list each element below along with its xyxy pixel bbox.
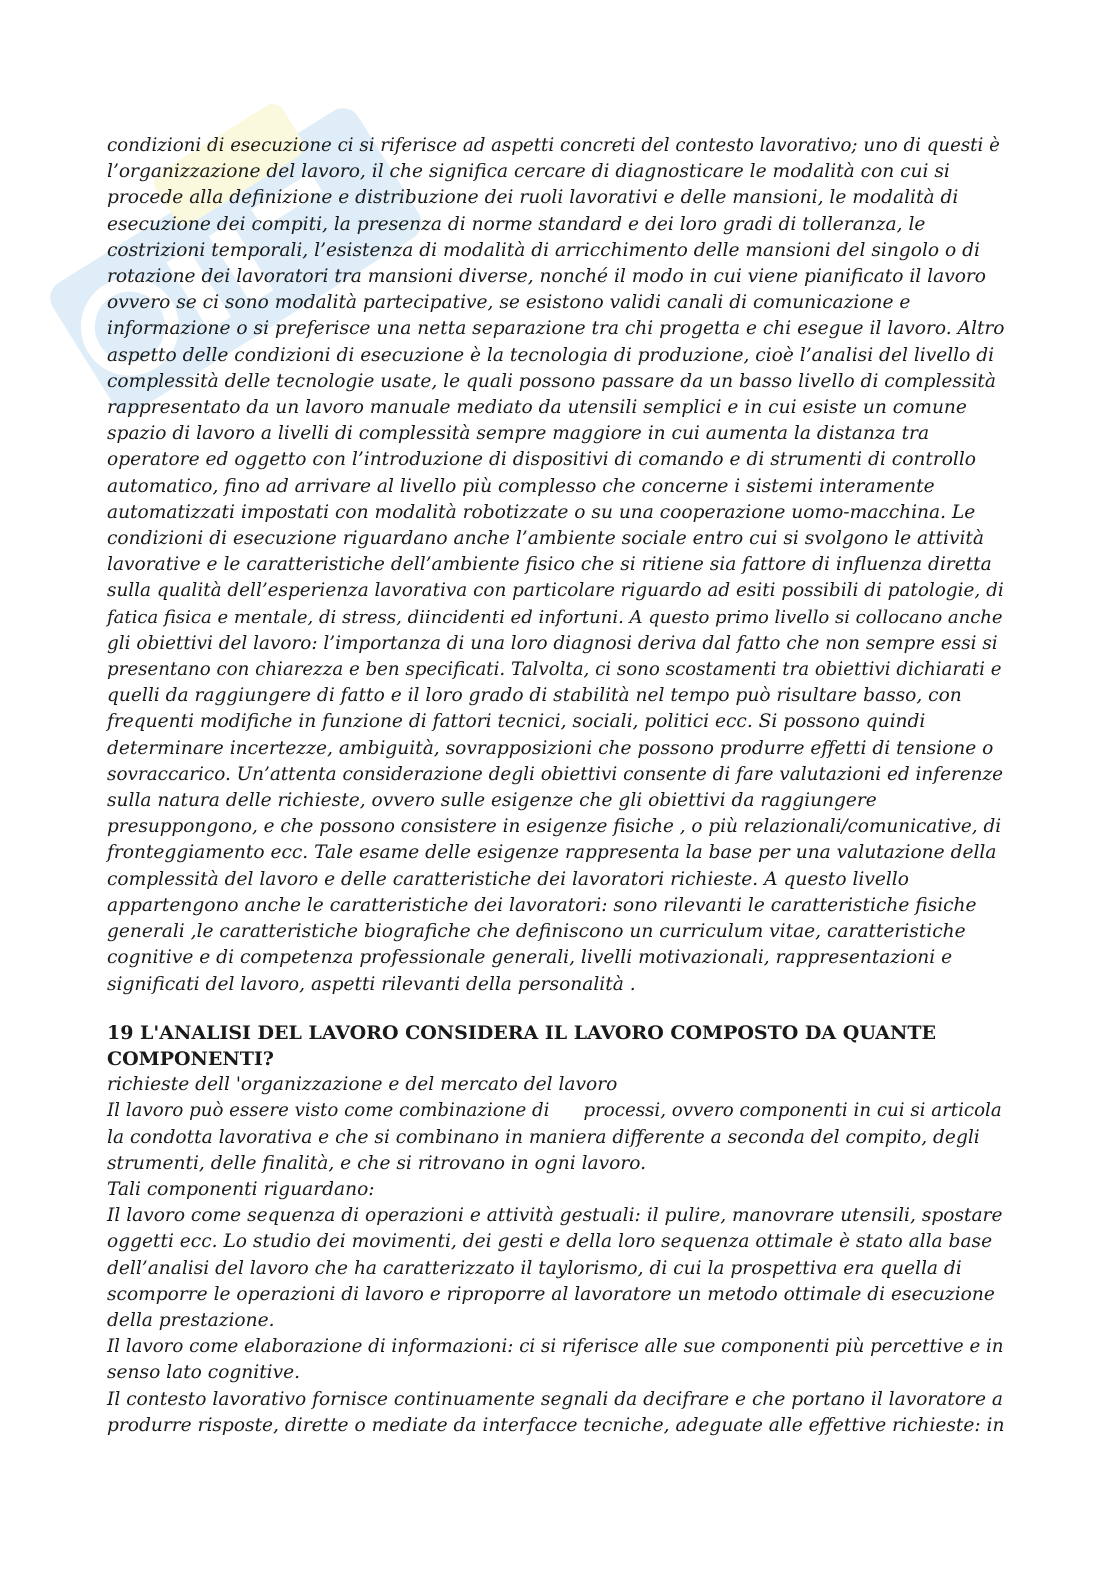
text-line: condizioni di esecuzione riguardano anche l’ambiente sociale entro cui si svolgono le attività bbox=[107, 528, 984, 550]
intro-part-1: Il lavoro può essere visto come combinazione di bbox=[107, 1100, 550, 1122]
text-line: sovraccarico. Un’attenta considerazione degli obiettivi consente di fare valutazioni ed inferenze bbox=[107, 763, 1004, 785]
heading-line: 19 L'ANALISI DEL LAVORO CONSIDERA IL LAVORO COMPOSTO DA QUANTE bbox=[107, 1021, 937, 1044]
paragraph-conditions bbox=[107, 133, 1007, 998]
text-line: complessità delle tecnologie usate, le quali possono passare da un basso livello di complessità bbox=[107, 370, 996, 392]
text-line: complessità del lavoro e delle caratteristiche dei lavoratori richieste. A questo livello bbox=[107, 868, 909, 890]
text-line: senso lato cognitive. bbox=[107, 1362, 301, 1384]
document-page bbox=[107, 133, 1007, 1439]
text-line: sulla qualità dell’esperienza lavorativa con particolare riguardo ad esiti possibili di patologie, di bbox=[107, 580, 1004, 602]
text-line: appartengono anche le caratteristiche dei lavoratori: sono rilevanti le caratteristiche fisiche bbox=[107, 894, 977, 916]
paragraph-components bbox=[107, 1072, 1007, 1439]
text-line: fatica fisica e mentale, di stress, diincidenti ed infortuni. A questo primo livello si collocano anche bbox=[107, 606, 1003, 628]
heading-line: COMPONENTI? bbox=[107, 1047, 274, 1070]
text-line: presentano con chiarezza e ben specificati. Talvolta, ci sono scostamenti tra obiettivi dichiarati e bbox=[107, 659, 1002, 681]
text-line: strumenti, delle finalità, e che si ritrovano in ogni lavoro. bbox=[107, 1152, 647, 1174]
text-line: presuppongono, e che possono consistere in esigenze fisiche , o più relazionali/comunicative, di bbox=[107, 816, 1002, 838]
text-line: significati del lavoro, aspetti rilevanti della personalità . bbox=[107, 973, 636, 995]
text-line: procede alla definizione e distribuzione dei ruoli lavorativi e delle mansioni, le modalità di bbox=[107, 187, 959, 209]
text-line: determinare incertezze, ambiguità, sovrapposizioni che possono produrre effetti di tensione o bbox=[107, 737, 994, 759]
text-line: gli obiettivi del lavoro: l’importanza di una loro diagnosi deriva dal fatto che non sempre essi si bbox=[107, 632, 998, 654]
text-line: informazione o si preferisce una netta separazione tra chi progetta e chi esegue il lavoro. Altro bbox=[107, 318, 1005, 340]
text-line: Il lavoro come elaborazione di informazioni: ci si riferisce alle sue componenti più percettive e in bbox=[107, 1336, 1004, 1358]
text-line: Tali componenti riguardano: bbox=[107, 1178, 375, 1200]
text-line: spazio di lavoro a livelli di complessità sempre maggiore in cui aumenta la distanza tra bbox=[107, 423, 930, 445]
intro-part-2: processi, ovvero componenti in cui si articola bbox=[583, 1100, 1002, 1122]
text-line: fronteggiamento ecc. Tale esame delle esigenze rappresenta la base per una valutazione della bbox=[107, 842, 997, 864]
text-line: esecuzione dei compiti, la presenza di norme standard e dei loro gradi di tolleranza, le bbox=[107, 213, 926, 235]
text-line: lavorative e le caratteristiche dell’ambiente fisico che si ritiene sia fattore di influenza diretta bbox=[107, 554, 992, 576]
text-line: ovvero se ci sono modalità partecipative, se esistono validi canali di comunicazione e bbox=[107, 292, 911, 314]
text-line: rappresentato da un lavoro manuale mediato da utensili semplici e in cui esiste un comune bbox=[107, 397, 967, 419]
text-line: l’organizzazione del lavoro, il che significa cercare di diagnosticare le modalità con cui si bbox=[107, 161, 950, 183]
text-line: quelli da raggiungere di fatto e il loro grado di stabilità nel tempo può risultare basso, con bbox=[107, 685, 962, 707]
text-line: Il lavoro come sequenza di operazioni e attività gestuali: il pulire, manovrare utensili, spostare bbox=[107, 1205, 1003, 1227]
text-line: cognitive e di competenza professionale generali, livelli motivazionali, rappresentazioni e bbox=[107, 947, 953, 969]
text-line: generali ,le caratteristiche biografiche che definiscono un curriculum vitae, caratteristiche bbox=[107, 921, 966, 943]
text-line: Il contesto lavorativo fornisce continuamente segnali da decifrare e che portano il lavoratore a bbox=[107, 1388, 1003, 1410]
text-line: frequenti modifiche in funzione di fattori tecnici, sociali, politici ecc. Si possono quindi bbox=[107, 711, 926, 733]
text-line: sulla natura delle richieste, ovvero sulle esigenze che gli obiettivi da raggiungere bbox=[107, 790, 877, 812]
subtitle-line: richieste dell 'organizzazione e del mercato del lavoro bbox=[107, 1074, 618, 1096]
section-heading bbox=[107, 1020, 1007, 1072]
text-line: automatico, fino ad arrivare al livello più complesso che concerne i sistemi interamente bbox=[107, 475, 935, 497]
text-line: automatizzati impostati con modalità robotizzate o su una cooperazione uomo-macchina. Le bbox=[107, 501, 976, 523]
text-line: operatore ed oggetto con l’introduzione di dispositivi di comando e di strumenti di controllo bbox=[107, 449, 977, 471]
text-line: dell’analisi del lavoro che ha caratterizzato il taylorismo, di cui la prospettiva era quella di bbox=[107, 1257, 962, 1279]
text-line: della prestazione. bbox=[107, 1309, 275, 1331]
text-line: oggetti ecc. Lo studio dei movimenti, dei gesti e della loro sequenza ottimale è stato alla base bbox=[107, 1231, 993, 1253]
text-line: aspetto delle condizioni di esecuzione è la tecnologia di produzione, cioè l’analisi del livello di bbox=[107, 344, 995, 366]
text-line: condizioni di esecuzione ci si riferisce ad aspetti concreti del contesto lavorativo; uno di questi è bbox=[107, 135, 1000, 156]
text-line: produrre risposte, dirette o mediate da interfacce tecniche, adeguate alle effettive richieste: in bbox=[107, 1414, 1005, 1436]
text-line: scomporre le operazioni di lavoro e riproporre al lavoratore un metodo ottimale di esecuzione bbox=[107, 1283, 995, 1305]
text-line: costrizioni temporali, l’esistenza di modalità di arricchimento delle mansioni del singolo o di bbox=[107, 239, 980, 261]
text-line: la condotta lavorativa e che si combinano in maniera differente a seconda del compito, degli bbox=[107, 1126, 980, 1148]
text-line: rotazione dei lavoratori tra mansioni diverse, nonché il modo in cui viene pianificato il lavoro bbox=[107, 266, 986, 288]
intro-line bbox=[107, 1098, 1007, 1124]
